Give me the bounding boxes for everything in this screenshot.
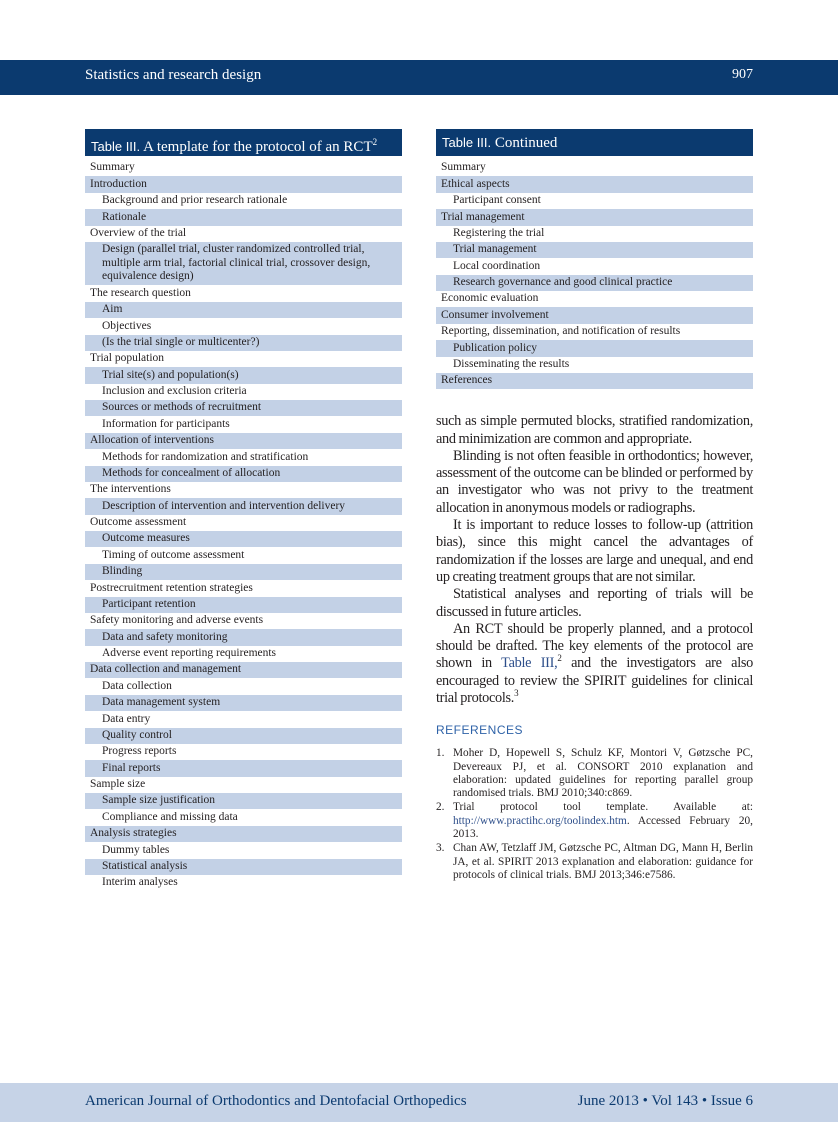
table-subitem: Blinding <box>85 564 402 580</box>
table-subitem: Description of intervention and intervention delivery <box>85 498 402 514</box>
table-title <box>436 129 753 156</box>
table-section: Safety monitoring and adverse events <box>90 614 264 627</box>
table-subitem: Inclusion and exclusion criteria <box>102 385 247 398</box>
table-section: Consumer involvement <box>436 307 753 323</box>
table-subitem: Data and safety monitoring <box>85 629 402 645</box>
table-subitem: Progress reports <box>102 745 177 758</box>
table-section: References <box>436 373 753 389</box>
paragraph: It is important to reduce losses to follow-up (attrition bias), since this might cancel the advantages of randomization if the losses are large and unequal, and end up creating treatment groups that are not similar. <box>436 517 753 585</box>
paragraph <box>436 621 753 707</box>
table-section: Overview of the trial <box>90 226 187 239</box>
table-subitem: Design (parallel trial, cluster randomized controlled trial, multiple arm trial, factorial clinical trial, crossover design, equivalence design) <box>85 242 402 286</box>
table-subitem: Statistical analysis <box>85 859 402 875</box>
page-number: 907 <box>732 67 753 82</box>
text: Trial protocol tool template. Available at: <box>453 801 753 814</box>
table-subitem: Interim analyses <box>102 876 178 889</box>
table-section: The research question <box>90 286 191 299</box>
table-subitem: Compliance and missing data <box>102 810 238 823</box>
references-heading: REFERENCES <box>436 723 524 738</box>
article-body <box>436 413 753 707</box>
table-label: Table III. <box>442 135 492 150</box>
citation[interactable]: 3 <box>514 688 519 699</box>
text: An RCT should be properly planned, and a protocol should be drafted. The key elements of the protocol are shown in <box>436 620 753 672</box>
table-subitem: Research governance and good clinical practice <box>436 275 753 291</box>
table-protocol-template <box>85 129 402 891</box>
table-section: Summary <box>441 161 486 174</box>
table-subitem: Registering the trial <box>453 226 545 239</box>
table-subitem: Aim <box>85 302 402 318</box>
table-section: Economic evaluation <box>441 292 539 305</box>
table-subitem: Data management system <box>85 695 402 711</box>
reference-item <box>436 801 753 841</box>
table-label: Table III. <box>91 139 141 154</box>
table-section: Analysis strategies <box>85 826 402 842</box>
table-subitem: Trial site(s) and population(s) <box>85 367 402 383</box>
table-subitem: Participant retention <box>85 597 402 613</box>
ref-number: 2. <box>436 801 445 814</box>
ref-number: 1. <box>436 747 445 760</box>
text: and the investigators are also encouraged to review the SPIRIT guidelines for clinical trial protocols. <box>436 655 753 706</box>
table-section: Ethical aspects <box>436 176 753 192</box>
table-subitem: (Is the trial single or multicenter?) <box>85 335 402 351</box>
table-link[interactable]: Table III, <box>501 655 558 672</box>
table-section: Outcome assessment <box>90 516 187 529</box>
table-section: Data collection and management <box>85 662 402 678</box>
table-body <box>436 160 753 389</box>
table-section: Reporting, dissemination, and notification of results <box>441 325 681 338</box>
table-section: Summary <box>90 161 135 174</box>
table-subitem: Outcome measures <box>85 531 402 547</box>
table-subitem: Disseminating the results <box>453 357 570 370</box>
table-body <box>85 160 402 891</box>
ref-url-link[interactable]: http://www.practihc.org/toolindex.htm <box>453 814 627 827</box>
table-caption: Continued <box>494 135 558 151</box>
table-subitem: Data entry <box>102 712 151 725</box>
table-ref-sup: 2 <box>372 137 378 147</box>
table-caption: A template for the protocol of an RCT <box>143 139 373 155</box>
reference-item <box>436 842 753 882</box>
table-subitem: Final reports <box>85 760 402 776</box>
table-section: The interventions <box>90 483 171 496</box>
table-subitem: Rationale <box>85 209 402 225</box>
table-section: Postrecruitment retention strategies <box>90 581 253 594</box>
table-section: Sample size <box>90 778 146 791</box>
issue-info: June 2013 • Vol 143 • Issue 6 <box>577 1093 753 1109</box>
table-subitem: Dummy tables <box>102 843 170 856</box>
table-section: Introduction <box>85 176 402 192</box>
table-subitem: Sources or methods of recruitment <box>85 400 402 416</box>
right-column <box>436 129 753 883</box>
table-subitem: Sample size justification <box>85 793 402 809</box>
table-subitem: Information for participants <box>102 417 230 430</box>
running-footer <box>0 1083 838 1122</box>
table-section: Allocation of interventions <box>85 433 402 449</box>
journal-name: American Journal of Orthodontics and Dentofacial Orthopedics <box>85 1093 467 1109</box>
table-subitem: Methods for concealment of allocation <box>85 466 402 482</box>
table-section: Trial population <box>90 352 165 365</box>
table-subitem: Data collection <box>102 679 172 692</box>
table-subitem: Trial management <box>436 242 753 258</box>
table-subitem: Methods for randomization and stratification <box>102 450 309 463</box>
table-section: Trial management <box>436 209 753 225</box>
paragraph: such as simple permuted blocks, stratified randomization, and minimization are common and appropriate. <box>436 413 753 447</box>
table-subitem: Background and prior research rationale <box>102 194 288 207</box>
citation[interactable]: 2 <box>557 653 562 664</box>
ref-number: 3. <box>436 842 445 855</box>
table-title <box>85 129 402 156</box>
table-subitem: Timing of outcome assessment <box>102 548 245 561</box>
running-header <box>0 60 838 95</box>
paragraph: Statistical analyses and reporting of trials will be discussed in future articles. <box>436 586 753 620</box>
table-subitem: Objectives <box>102 319 152 332</box>
ref-text <box>453 801 753 841</box>
paragraph: Blinding is not often feasible in orthodontics; however, assessment of the outcome can be blinded or performed by an investigator who was not privy to the treatment allocation in anonymous models or radiographs. <box>436 447 753 516</box>
table-subitem: Participant consent <box>453 194 541 207</box>
table-subitem: Adverse event reporting requirements <box>102 647 277 660</box>
section-title: Statistics and research design <box>85 67 262 83</box>
table-subitem: Local coordination <box>453 259 541 272</box>
reference-item <box>436 747 753 800</box>
ref-text: Moher D, Hopewell S, Schulz KF, Montori V, Gøtzsche PC, Devereaux PJ, et al. CONSORT 2010 explanation and elaboration: updated guidelines for reporting parallel group randomised trials. BMJ 2010;340:c869. <box>453 747 753 800</box>
ref-text: Chan AW, Tetzlaff JM, Gøtzsche PC, Altman DG, Mann H, Berlin JA, et al. SPIRIT 2013 explanation and elaboration: guidance for protocols of clinical trials. BMJ 2013;346:e7586. <box>453 842 753 881</box>
table-subitem: Publication policy <box>436 340 753 356</box>
table-protocol-continued <box>436 129 753 389</box>
text: . Accessed February 20, 2013. <box>453 814 753 841</box>
table-subitem: Quality control <box>85 728 402 744</box>
references-list <box>436 747 753 883</box>
